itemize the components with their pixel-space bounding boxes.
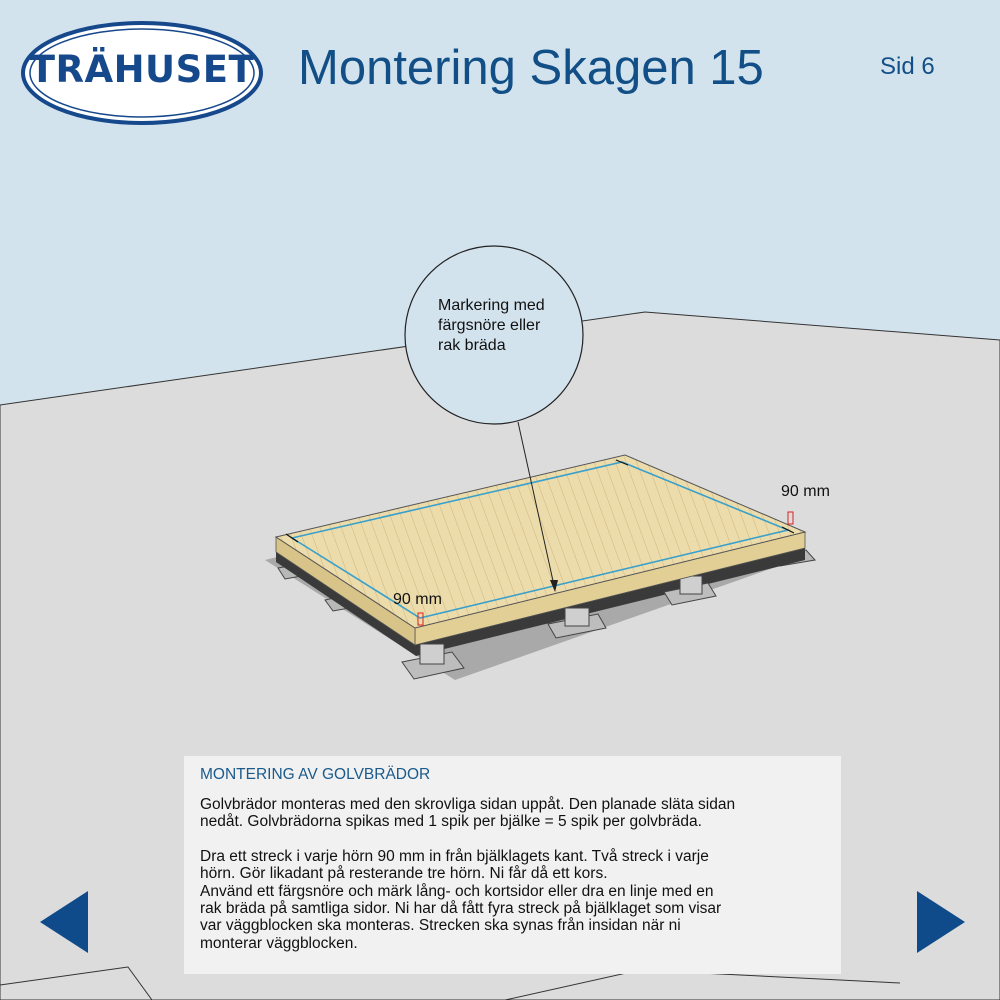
dimension-label-left: 90 mm: [393, 591, 442, 608]
prev-page-button[interactable]: [40, 891, 88, 953]
dimension-label-right: 90 mm: [781, 483, 830, 500]
callout-text: Markering med färgsnöre eller rak bräda: [438, 297, 545, 354]
arrow-right-icon: [917, 891, 965, 953]
callout-label: [438, 296, 578, 356]
arrow-left-icon: [40, 891, 88, 953]
panel-heading: MONTERING AV GOLVBRÄDOR: [200, 766, 431, 783]
logo-text: TRÄHUSET: [29, 48, 255, 91]
instruction-panel: [184, 756, 841, 974]
next-page-button[interactable]: [917, 891, 965, 953]
page-number: Sid 6: [880, 53, 935, 80]
page-title: Montering Skagen 15: [298, 41, 764, 95]
panel-paragraph: Dra ett streck i varje hörn 90 mm in från bjälklagets kant. Två streck i varje hörn. Gör likadant på resterande tre hörn. Ni får då ett kors. Använd ett färgsnöre och märk lång- och kortsidor eller dra en linje med en rak bräda på samtliga sidor. Ni har då fått fyra streck på bjälklaget som visar var väggblocken ska monteras. Strecken ska synas från insidan när ni monterar väggblocken.: [200, 847, 722, 952]
panel-paragraph: Golvbrädor monteras med den skrovliga sidan uppåt. Den planade släta sidan nedåt. Golvbrädorna spikas med 1 spik per bjälke = 5 spik per golvbräda.: [200, 796, 736, 831]
